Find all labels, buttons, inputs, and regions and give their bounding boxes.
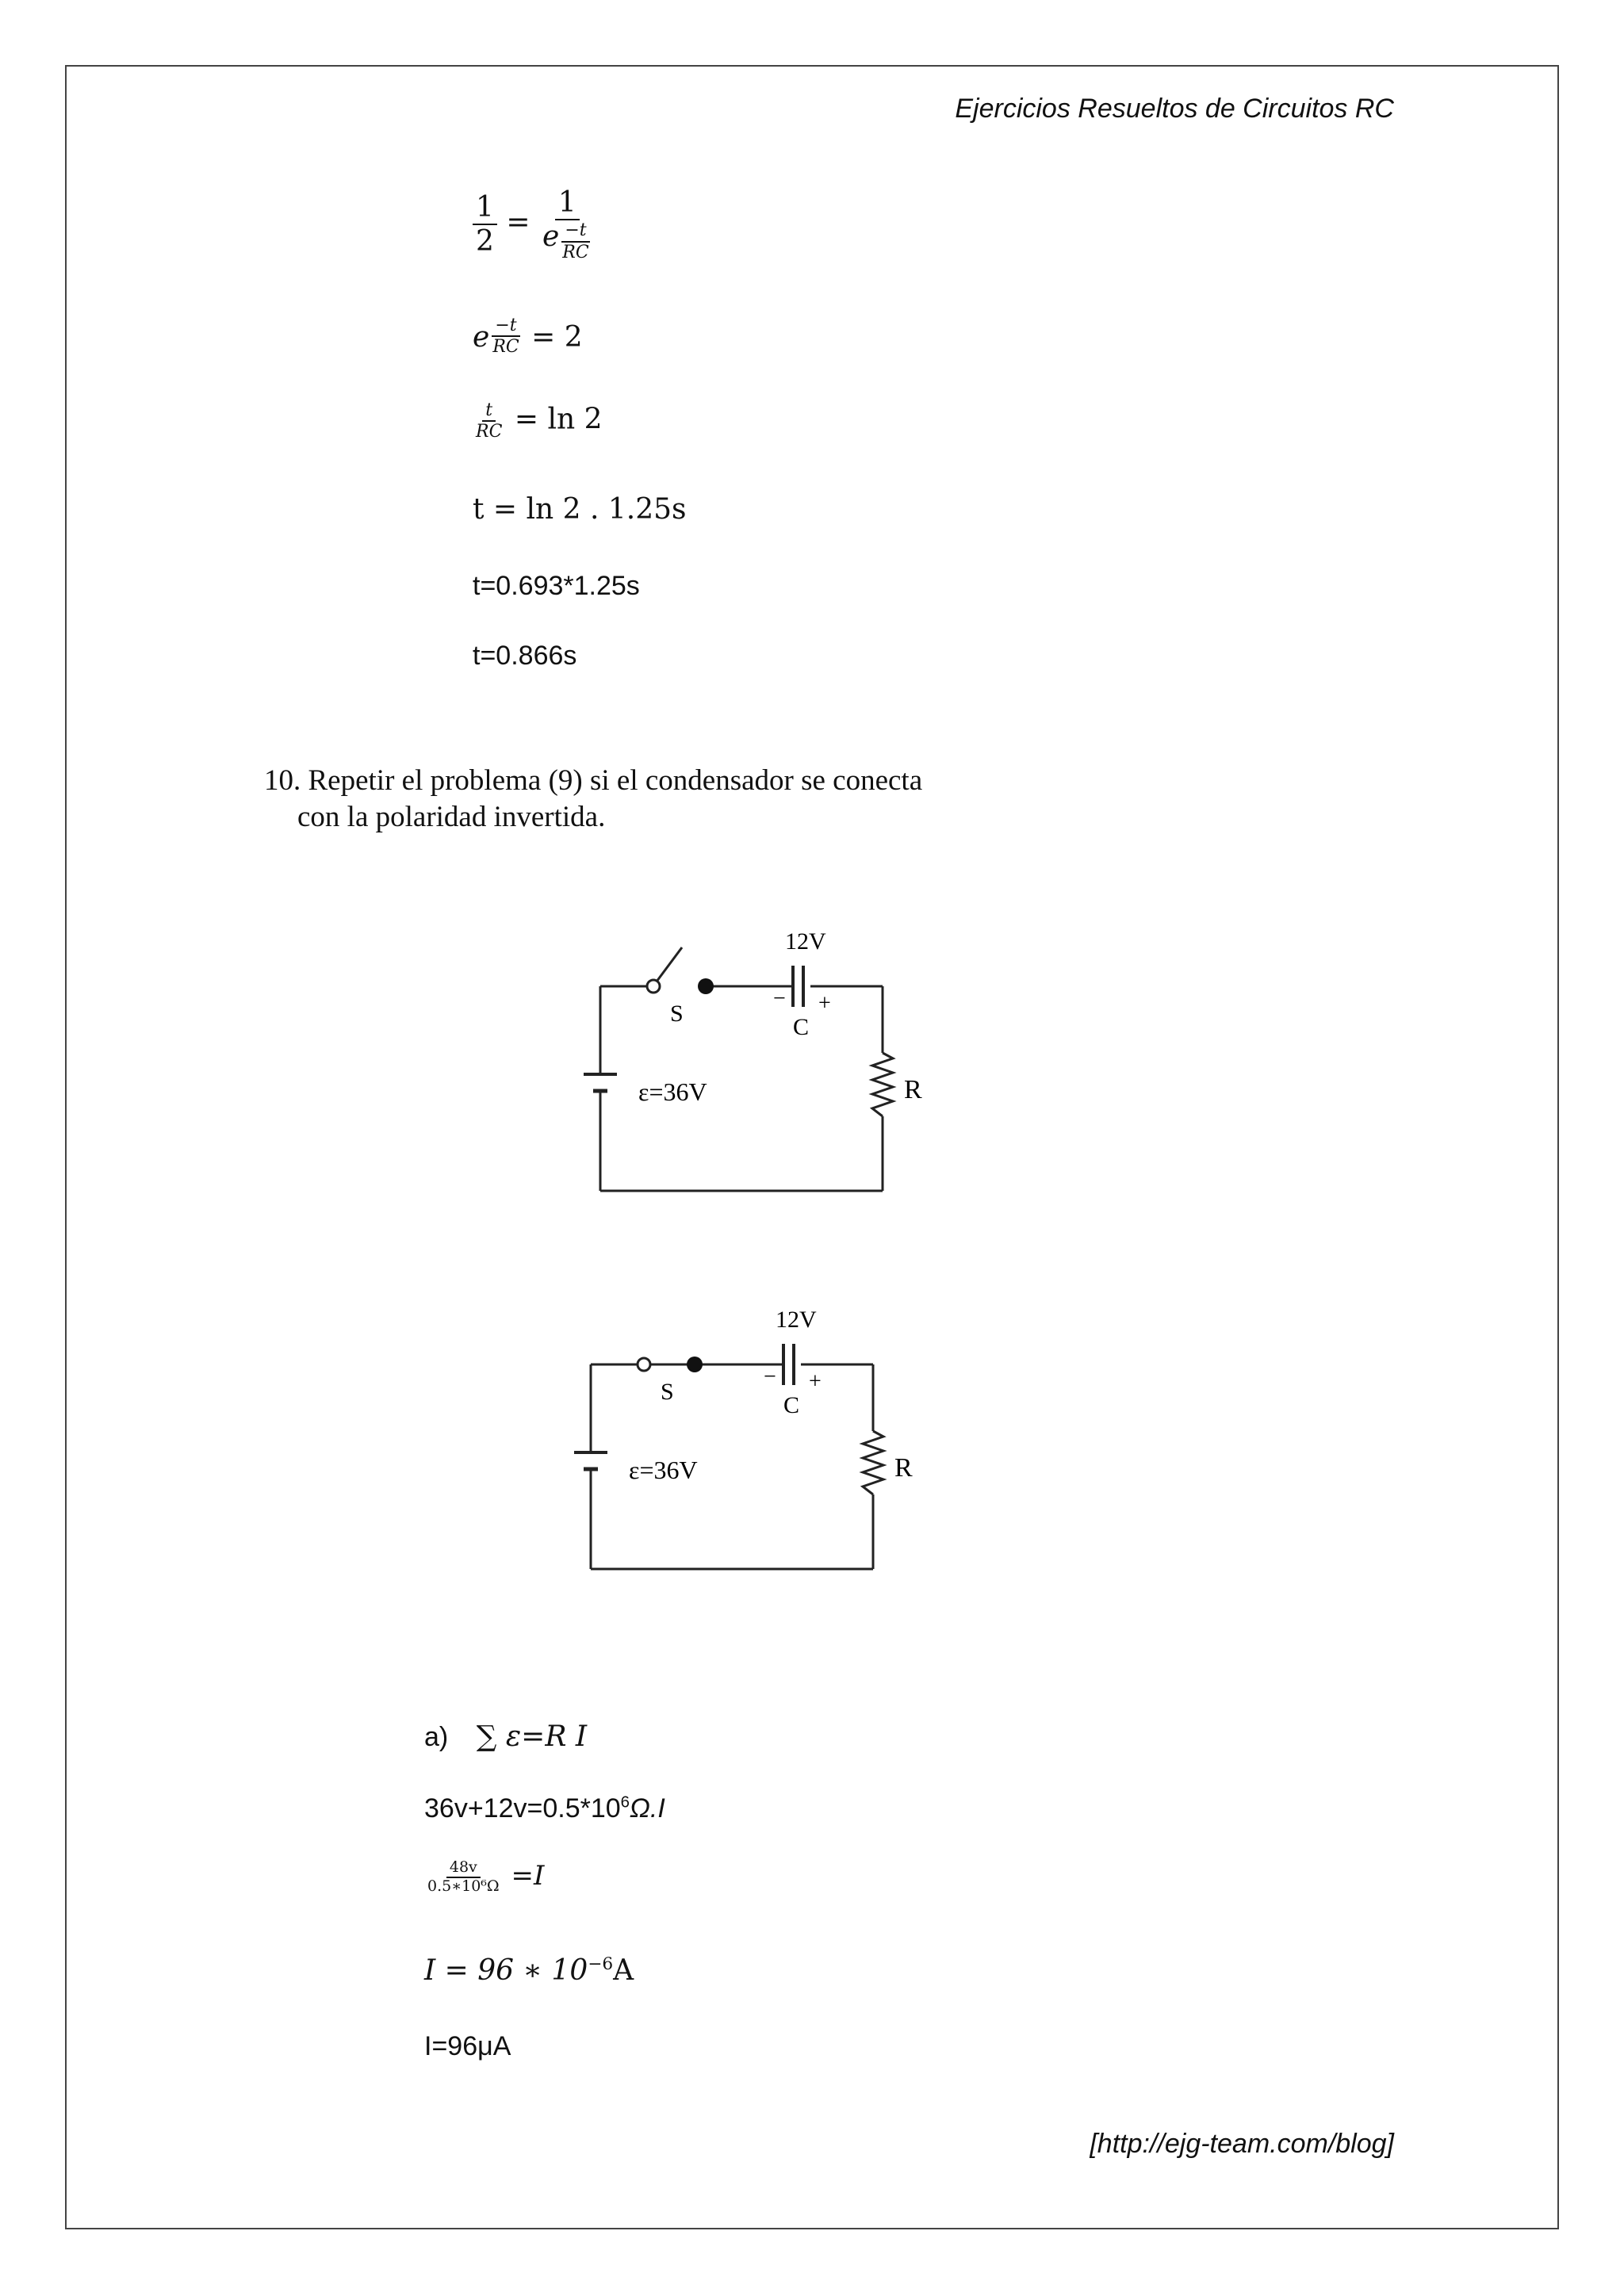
problem-statement	[264, 763, 922, 836]
solution-a-line	[424, 1720, 587, 1753]
capacitor-label: C	[793, 1014, 810, 1040]
solution-equation-4: I = 96 ∗ $10^{-6}A$	[424, 1954, 634, 1987]
solution-equation-3: $\frac{48v}{\text{0.5∗10⁶Ω}}$ =I	[427, 1858, 545, 1895]
solution-result: I=96μA	[424, 2031, 511, 2061]
resistor-label-2: R	[894, 1453, 913, 1483]
problem-line-1: 10. Repetir el problema (9) si el condensador se conecta	[264, 764, 923, 797]
equation-6: t=0.866s	[473, 641, 577, 671]
cap-voltage-label-2: 12V	[776, 1307, 817, 1333]
solution-equation-2: $36v+12v=0.5*10^6\Omega.I$	[424, 1793, 665, 1823]
problem-line-2: con la polaridad invertida.	[297, 801, 606, 833]
capacitor-label-2: C	[783, 1392, 800, 1418]
equation-2: e $\frac{-t}{RC}$ = 2	[473, 316, 583, 358]
circuit-diagram-open-switch	[555, 912, 967, 1197]
equation-3: $\frac{t}{RC}$ = ln 2	[476, 400, 603, 442]
kirchhoff-equation: ∑ ε=R I	[476, 1720, 588, 1753]
switch-label-2: S	[661, 1379, 674, 1405]
page-header: Ejercicios Resueltos de Circuitos RC	[955, 94, 1394, 124]
page-footer-url: [http://ejg-team.com/blog]	[1090, 2129, 1394, 2159]
equation-5: t=0.693*1.25s	[473, 571, 640, 601]
resistor-label: R	[904, 1075, 922, 1104]
capacitor-plus-label-2: +	[809, 1369, 822, 1394]
emf-label-2: ε=36V	[629, 1456, 698, 1484]
cap-voltage-label: 12V	[785, 928, 826, 955]
circuit-diagram-closed-switch	[546, 1290, 958, 1575]
capacitor-minus-label: −	[773, 986, 786, 1011]
equation-4: t = ln 2 . 1.25s	[473, 493, 687, 526]
capacitor-minus-label-2: −	[764, 1364, 776, 1389]
part-a-label: a)	[424, 1722, 449, 1752]
emf-label: ε=36V	[638, 1077, 707, 1106]
capacitor-plus-label: +	[818, 991, 831, 1016]
switch-label: S	[670, 1001, 684, 1027]
equation-1: $\frac{1}{2}$ = 1 e $\frac{-t}{RC}$	[473, 186, 596, 262]
